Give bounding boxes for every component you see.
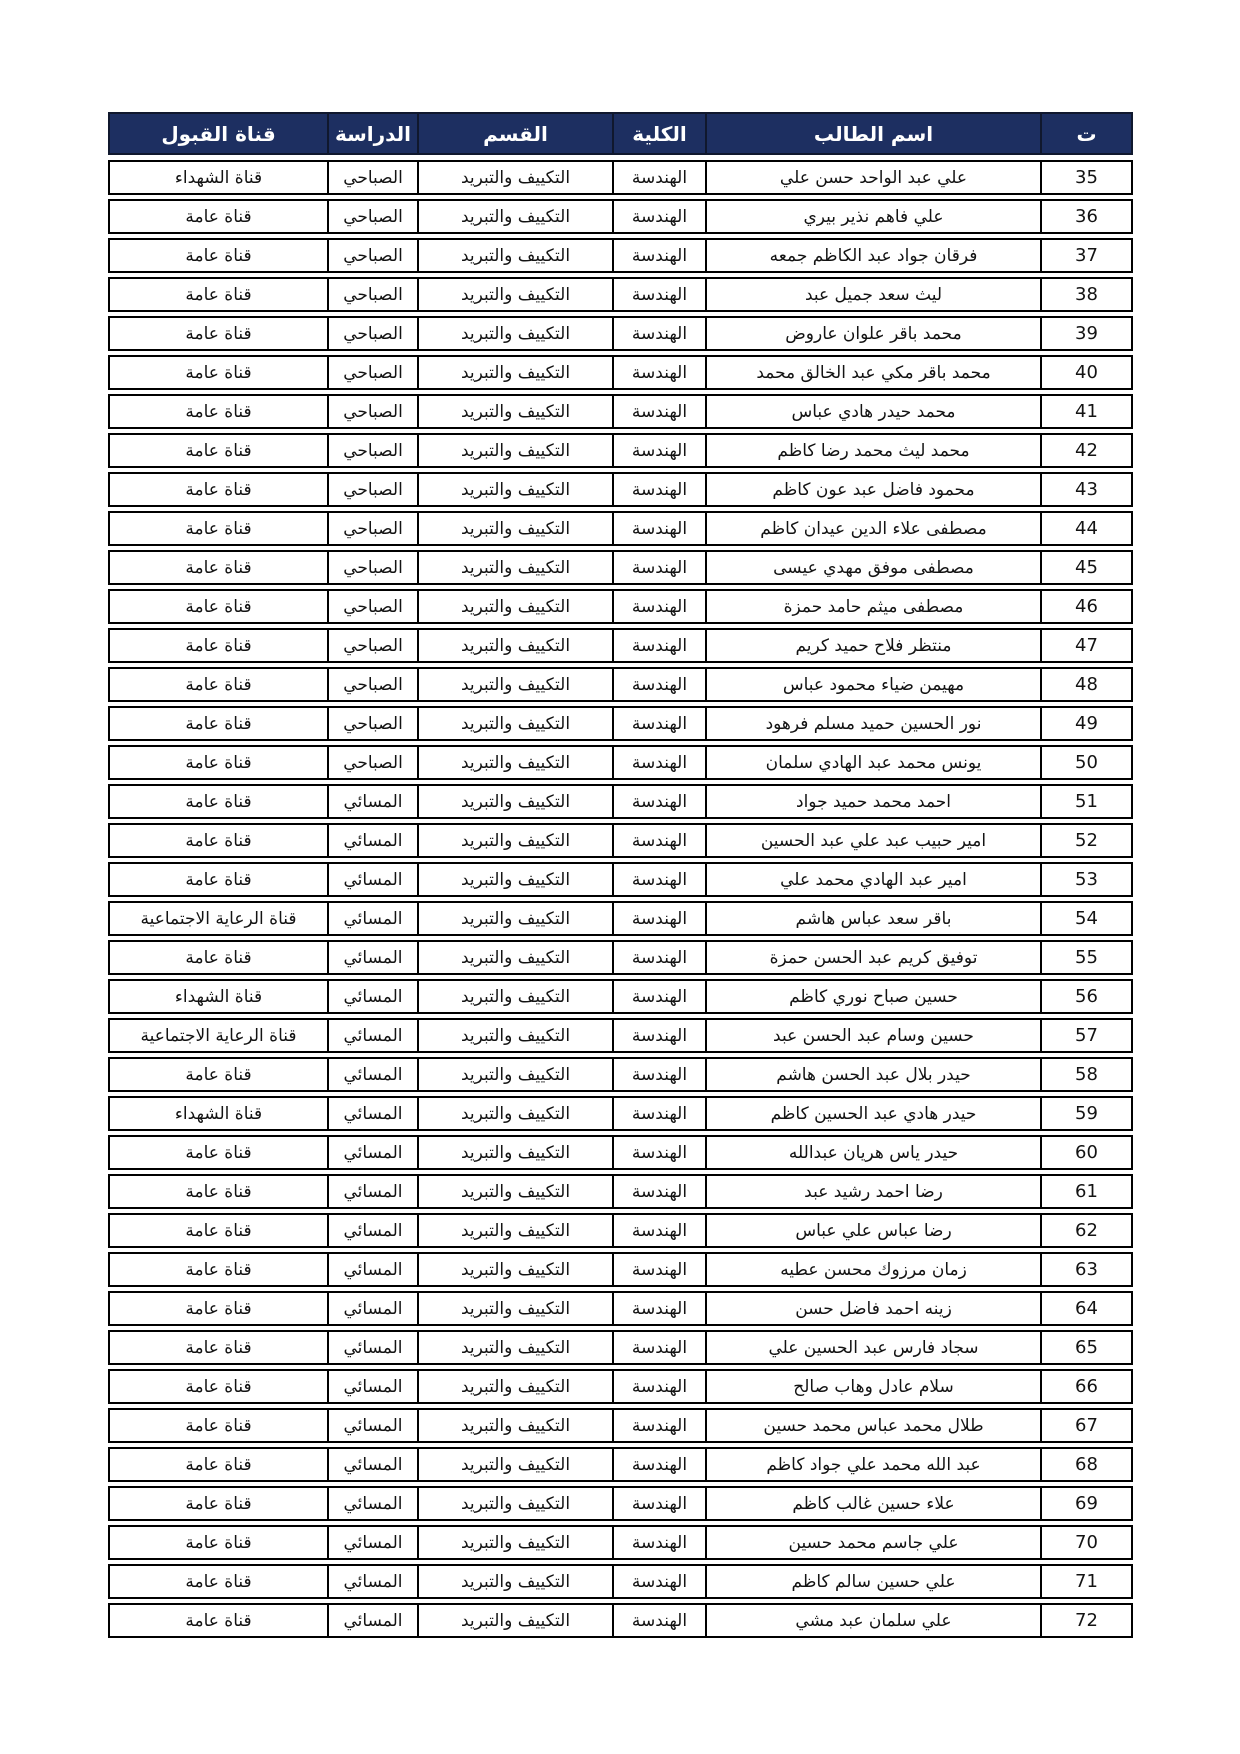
cell-index: 50 [1040,747,1131,778]
cell-index: 63 [1040,1254,1131,1285]
cell-study: الصباحي [327,708,417,739]
cell-college: الهندسة [612,552,705,583]
cell-student-name: علاء حسين غالب كاظم [705,1488,1040,1519]
cell-department: التكييف والتبريد [417,591,612,622]
cell-study: الصباحي [327,201,417,232]
cell-department: التكييف والتبريد [417,1293,612,1324]
cell-study: المسائي [327,864,417,895]
cell-student-name: علي سلمان عبد مشي [705,1605,1040,1636]
cell-student-name: علي حسين سالم كاظم [705,1566,1040,1597]
cell-study: الصباحي [327,396,417,427]
table-row [108,1057,1133,1092]
table-row [108,1135,1133,1170]
cell-department: التكييف والتبريد [417,513,612,544]
cell-student-name: نور الحسين حميد مسلم فرهود [705,708,1040,739]
cell-admission-channel: قناة عامة [185,1415,252,1436]
cell-study: المسائي [327,903,417,934]
cell-admission-channel: قناة عامة [185,1181,252,1202]
cell-index: 36 [1040,201,1131,232]
table-row [108,745,1133,780]
cell-department: التكييف والتبريد [417,942,612,973]
cell-department: التكييف والتبريد [417,1605,612,1636]
cell-study: المسائي [327,1215,417,1246]
table-row [108,1408,1133,1443]
cell-department: التكييف والتبريد [417,1254,612,1285]
cell-admission-channel: قناة الرعاية الاجتماعية [140,908,297,929]
cell-admission-channel: قناة عامة [185,752,252,773]
cell-college: الهندسة [612,396,705,427]
cell-index: 62 [1040,1215,1131,1246]
cell-college: الهندسة [612,240,705,271]
cell-department: التكييف والتبريد [417,396,612,427]
cell-student-name: سجاد فارس عبد الحسين علي [705,1332,1040,1363]
cell-department: التكييف والتبريد [417,318,612,349]
cell-college: الهندسة [612,1176,705,1207]
cell-index: 39 [1040,318,1131,349]
cell-student-name: سلام عادل وهاب صالح [705,1371,1040,1402]
cell-college: الهندسة [612,708,705,739]
cell-student-name: باقر سعد عباس هاشم [705,903,1040,934]
cell-student-name: امير عبد الهادي محمد علي [705,864,1040,895]
table-row [108,1369,1133,1404]
cell-admission-channel: قناة عامة [185,713,252,734]
cell-student-name: مصطفى موفق مهدي عيسى [705,552,1040,583]
cell-study: المسائي [327,1371,417,1402]
cell-index: 68 [1040,1449,1131,1480]
cell-study: المسائي [327,1527,417,1558]
table-row [108,355,1133,390]
table-row [108,1096,1133,1131]
cell-college: الهندسة [612,1410,705,1441]
cell-index: 72 [1040,1605,1131,1636]
cell-admission-channel: قناة عامة [185,791,252,812]
cell-admission-channel: قناة عامة [185,1220,252,1241]
cell-college: الهندسة [612,864,705,895]
cell-department: التكييف والتبريد [417,1527,612,1558]
cell-index: 64 [1040,1293,1131,1324]
cell-department: التكييف والتبريد [417,1137,612,1168]
cell-study: المسائي [327,1098,417,1129]
cell-study: المسائي [327,1605,417,1636]
cell-department: التكييف والتبريد [417,1488,612,1519]
cell-college: الهندسة [612,474,705,505]
cell-admission-channel: قناة عامة [185,1142,252,1163]
cell-department: التكييف والتبريد [417,981,612,1012]
cell-college: الهندسة [612,162,705,193]
cell-college: الهندسة [612,903,705,934]
cell-admission-channel: قناة الشهداء [174,1103,263,1124]
cell-department: التكييف والتبريد [417,1020,612,1051]
table-header-row [108,112,1133,155]
cell-department: التكييف والتبريد [417,162,612,193]
cell-student-name: حسين وسام عبد الحسن عبد [705,1020,1040,1051]
cell-admission-channel: قناة عامة [185,1376,252,1397]
cell-student-name: زينه احمد فاضل حسن [705,1293,1040,1324]
table-row [108,199,1133,234]
cell-admission-channel: قناة عامة [185,323,252,344]
cell-college: الهندسة [612,1605,705,1636]
cell-study: الصباحي [327,474,417,505]
cell-admission-channel: قناة عامة [185,1259,252,1280]
cell-study: المسائي [327,1254,417,1285]
cell-student-name: احمد محمد حميد جواد [705,786,1040,817]
cell-admission-channel: قناة الشهداء [174,167,263,188]
cell-student-name: علي عبد الواحد حسن علي [705,162,1040,193]
cell-college: الهندسة [612,1098,705,1129]
cell-admission-channel: قناة عامة [185,518,252,539]
cell-study: المسائي [327,1137,417,1168]
header-student-name-label: اسم الطالب [705,114,1040,153]
cell-admission-channel: قناة عامة [185,206,252,227]
cell-index: 65 [1040,1332,1131,1363]
cell-student-name: علي جاسم محمد حسين [705,1527,1040,1558]
cell-student-name: يونس محمد عبد الهادي سلمان [705,747,1040,778]
cell-student-name: محمد حيدر هادي عباس [705,396,1040,427]
cell-index: 37 [1040,240,1131,271]
cell-index: 57 [1040,1020,1131,1051]
cell-study: الصباحي [327,747,417,778]
cell-index: 40 [1040,357,1131,388]
header-college-label: الكلية [612,114,705,153]
cell-study: المسائي [327,1488,417,1519]
cell-student-name: علي فاهم نذير بيري [705,201,1040,232]
cell-college: الهندسة [612,1254,705,1285]
table-row [108,1213,1133,1248]
cell-department: التكييف والتبريد [417,630,612,661]
cell-index: 56 [1040,981,1131,1012]
cell-college: الهندسة [612,1059,705,1090]
cell-study: الصباحي [327,357,417,388]
cell-student-name: رضا عباس علي عباس [705,1215,1040,1246]
table-body [108,160,1133,1638]
cell-student-name: فرقان جواد عبد الكاظم جمعه [705,240,1040,271]
cell-department: التكييف والتبريد [417,552,612,583]
cell-admission-channel: قناة عامة [185,1571,252,1592]
table-row [108,1252,1133,1287]
cell-index: 61 [1040,1176,1131,1207]
cell-index: 66 [1040,1371,1131,1402]
cell-department: التكييف والتبريد [417,786,612,817]
cell-department: التكييف والتبريد [417,825,612,856]
cell-admission-channel: قناة عامة [185,1610,252,1631]
cell-college: الهندسة [612,747,705,778]
cell-admission-channel: قناة عامة [185,1454,252,1475]
cell-student-name: منتظر فلاح حميد كريم [705,630,1040,661]
cell-department: التكييف والتبريد [417,708,612,739]
cell-department: التكييف والتبريد [417,279,612,310]
table-row [108,1486,1133,1521]
cell-college: الهندسة [612,1488,705,1519]
cell-index: 47 [1040,630,1131,661]
table-row [108,238,1133,273]
cell-admission-channel: قناة عامة [185,440,252,461]
cell-study: الصباحي [327,162,417,193]
cell-student-name: مهيمن ضياء محمود عباس [705,669,1040,700]
cell-index: 70 [1040,1527,1131,1558]
cell-department: التكييف والتبريد [417,474,612,505]
cell-admission-channel: قناة الشهداء [174,986,263,1007]
table-row [108,1603,1133,1638]
cell-study: الصباحي [327,279,417,310]
cell-index: 43 [1040,474,1131,505]
cell-student-name: حسين صباح نوري كاظم [705,981,1040,1012]
cell-study: المسائي [327,1176,417,1207]
cell-admission-channel: قناة عامة [185,284,252,305]
cell-admission-channel: قناة عامة [185,1493,252,1514]
table-row [108,628,1133,663]
table-row [108,160,1133,195]
cell-student-name: رضا احمد رشيد عبد [705,1176,1040,1207]
header-department-label: القسم [417,114,612,153]
cell-student-name: مصطفى علاء الدين عيدان كاظم [705,513,1040,544]
table-row [108,823,1133,858]
cell-department: التكييف والتبريد [417,240,612,271]
cell-admission-channel: قناة عامة [185,635,252,656]
cell-college: الهندسة [612,513,705,544]
cell-admission-channel: قناة عامة [185,830,252,851]
table-row [108,511,1133,546]
cell-index: 42 [1040,435,1131,466]
cell-study: الصباحي [327,240,417,271]
header-index-label: ت [1040,114,1131,153]
cell-admission-channel: قناة عامة [185,1298,252,1319]
cell-admission-channel: قناة الرعاية الاجتماعية [140,1025,297,1046]
cell-department: التكييف والتبريد [417,669,612,700]
cell-department: التكييف والتبريد [417,1410,612,1441]
cell-study: الصباحي [327,591,417,622]
cell-study: المسائي [327,1293,417,1324]
cell-college: الهندسة [612,1449,705,1480]
header-admission-channel-label: قناة القبول [161,121,276,146]
cell-study: المسائي [327,1059,417,1090]
cell-study: المسائي [327,786,417,817]
cell-department: التكييف والتبريد [417,435,612,466]
cell-department: التكييف والتبريد [417,201,612,232]
cell-index: 58 [1040,1059,1131,1090]
table-row [108,1174,1133,1209]
cell-student-name: زمان مرزوك محسن عطيه [705,1254,1040,1285]
table-row [108,433,1133,468]
cell-study: الصباحي [327,552,417,583]
cell-college: الهندسة [612,942,705,973]
cell-index: 51 [1040,786,1131,817]
table-row [108,1291,1133,1326]
cell-index: 45 [1040,552,1131,583]
cell-college: الهندسة [612,1020,705,1051]
cell-study: الصباحي [327,630,417,661]
cell-student-name: ليث سعد جميل عبد [705,279,1040,310]
cell-index: 53 [1040,864,1131,895]
cell-college: الهندسة [612,591,705,622]
cell-college: الهندسة [612,435,705,466]
cell-student-name: محمد ليث محمد رضا كاظم [705,435,1040,466]
cell-study: المسائي [327,942,417,973]
cell-index: 59 [1040,1098,1131,1129]
table-row [108,979,1133,1014]
cell-student-name: طلال محمد عباس محمد حسين [705,1410,1040,1441]
cell-department: التكييف والتبريد [417,903,612,934]
cell-index: 54 [1040,903,1131,934]
cell-college: الهندسة [612,1332,705,1363]
cell-index: 41 [1040,396,1131,427]
table-row [108,940,1133,975]
cell-index: 67 [1040,1410,1131,1441]
cell-admission-channel: قناة عامة [185,401,252,422]
cell-department: التكييف والتبريد [417,1059,612,1090]
table-row [108,550,1133,585]
cell-admission-channel: قناة عامة [185,1532,252,1553]
cell-college: الهندسة [612,357,705,388]
table-row [108,901,1133,936]
cell-college: الهندسة [612,1371,705,1402]
cell-admission-channel: قناة عامة [185,869,252,890]
cell-student-name: حيدر ياس هريان عبدالله [705,1137,1040,1168]
cell-college: الهندسة [612,825,705,856]
cell-college: الهندسة [612,201,705,232]
cell-index: 49 [1040,708,1131,739]
cell-index: 38 [1040,279,1131,310]
cell-college: الهندسة [612,981,705,1012]
cell-college: الهندسة [612,1137,705,1168]
cell-index: 55 [1040,942,1131,973]
cell-college: الهندسة [612,669,705,700]
cell-index: 35 [1040,162,1131,193]
cell-student-name: عبد الله محمد علي جواد كاظم [705,1449,1040,1480]
cell-department: التكييف والتبريد [417,1332,612,1363]
table-row [108,316,1133,351]
cell-study: الصباحي [327,669,417,700]
cell-student-name: توفيق كريم عبد الحسن حمزة [705,942,1040,973]
cell-index: 60 [1040,1137,1131,1168]
cell-study: المسائي [327,1020,417,1051]
cell-college: الهندسة [612,786,705,817]
cell-index: 69 [1040,1488,1131,1519]
cell-admission-channel: قناة عامة [185,596,252,617]
cell-admission-channel: قناة عامة [185,1337,252,1358]
cell-department: التكييف والتبريد [417,1371,612,1402]
cell-index: 52 [1040,825,1131,856]
cell-admission-channel: قناة عامة [185,362,252,383]
cell-college: الهندسة [612,1293,705,1324]
cell-admission-channel: قناة عامة [185,245,252,266]
cell-index: 48 [1040,669,1131,700]
table-row [108,862,1133,897]
cell-admission-channel: قناة عامة [185,557,252,578]
cell-college: الهندسة [612,1215,705,1246]
table-row [108,1564,1133,1599]
cell-student-name: محمد باقر علوان عاروض [705,318,1040,349]
cell-department: التكييف والتبريد [417,357,612,388]
cell-student-name: محمود فاضل عبد عون كاظم [705,474,1040,505]
table-row [108,1447,1133,1482]
cell-index: 46 [1040,591,1131,622]
cell-study: المسائي [327,1410,417,1441]
cell-department: التكييف والتبريد [417,1449,612,1480]
cell-college: الهندسة [612,279,705,310]
cell-study: المسائي [327,1566,417,1597]
table-row [108,667,1133,702]
cell-index: 44 [1040,513,1131,544]
cell-department: التكييف والتبريد [417,864,612,895]
cell-department: التكييف والتبريد [417,1098,612,1129]
cell-department: التكييف والتبريد [417,1176,612,1207]
cell-admission-channel: قناة عامة [185,479,252,500]
cell-admission-channel: قناة عامة [185,674,252,695]
cell-college: الهندسة [612,318,705,349]
cell-college: الهندسة [612,630,705,661]
header-study-label: الدراسة [327,114,417,153]
cell-student-name: محمد باقر مكي عبد الخالق محمد [705,357,1040,388]
cell-admission-channel: قناة عامة [185,1064,252,1085]
cell-study: المسائي [327,981,417,1012]
cell-student-name: مصطفى ميثم حامد حمزة [705,591,1040,622]
table-row [108,784,1133,819]
cell-student-name: حيدر هادي عبد الحسين كاظم [705,1098,1040,1129]
cell-study: الصباحي [327,513,417,544]
cell-college: الهندسة [612,1527,705,1558]
cell-student-name: امير حبيب عبد علي عبد الحسين [705,825,1040,856]
cell-study: المسائي [327,1332,417,1363]
cell-department: التكييف والتبريد [417,747,612,778]
table-row [108,1525,1133,1560]
table-row [108,706,1133,741]
cell-index: 71 [1040,1566,1131,1597]
cell-department: التكييف والتبريد [417,1566,612,1597]
cell-study: المسائي [327,825,417,856]
cell-study: المسائي [327,1449,417,1480]
table-row [108,589,1133,624]
cell-study: الصباحي [327,435,417,466]
table-row [108,472,1133,507]
cell-student-name: حيدر بلال عبد الحسن هاشم [705,1059,1040,1090]
table-row [108,1018,1133,1053]
admission-table [108,112,1133,1642]
cell-college: الهندسة [612,1566,705,1597]
cell-admission-channel: قناة عامة [185,947,252,968]
table-row [108,277,1133,312]
cell-department: التكييف والتبريد [417,1215,612,1246]
table-row [108,394,1133,429]
cell-study: الصباحي [327,318,417,349]
table-row [108,1330,1133,1365]
